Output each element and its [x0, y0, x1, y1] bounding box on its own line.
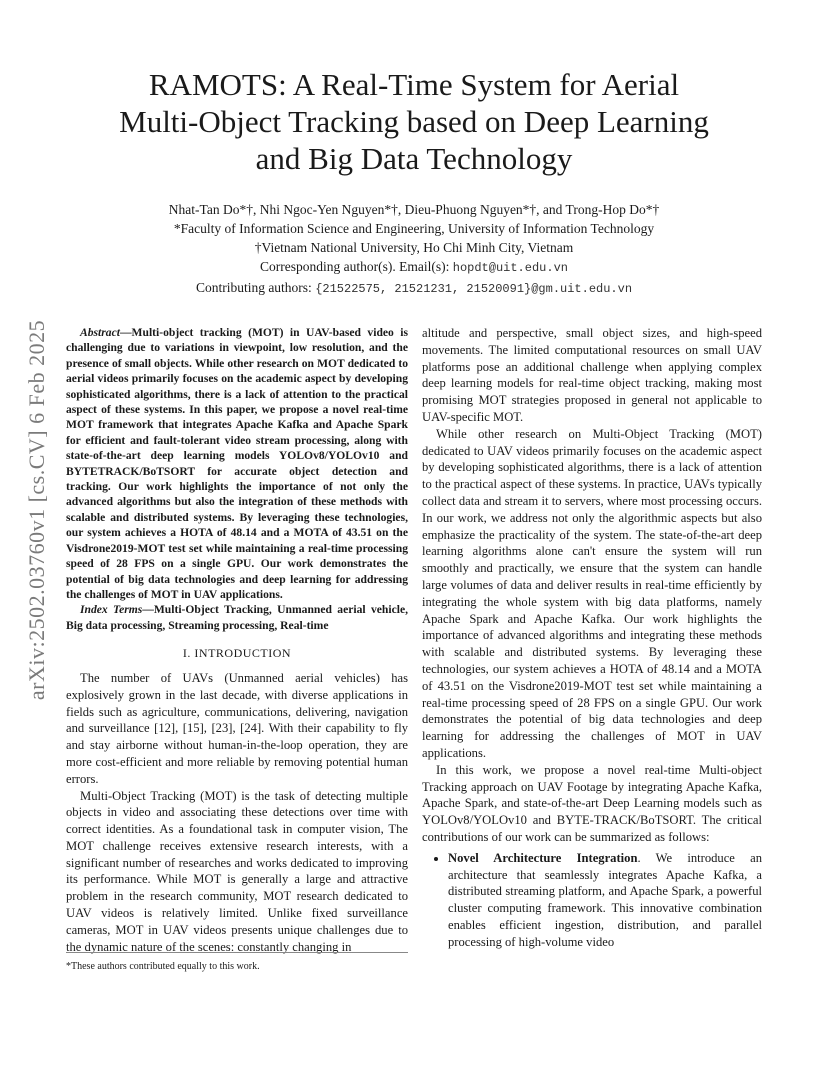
right-paragraph: While other research on Multi-Object Tracking (MOT) dedicated to UAV videos primarily focuses on the academic aspect by developing sophisticated algorithms, there is a lack of attention to the practical aspect of these systems. In practice, UAVs typically collect data and stream it to servers, where most processing occurs. In our work, we address not only the algorithmic aspects but also emphasize the practicality of the system. The state-of-the-art deep learning algorithms alone can't ensure the system will run smoothly and practically, we ensure that the system can handle large volumes of data and deliver results in real-time efficiently by integrating the whole system with big data platforms, namely Apache Spark and Apache Kafka. Our work highlights the importance of advanced algorithms and integrating these methods with scalable and distributed systems. By leveraging these technologies, our system achieves a HOTA of 48.14 and a MOTA of 43.51 on the Visdrone2019-MOT test set while maintaining a real-time processing speed of 28 FPS on a single GPU. Our work demonstrates the potential of big data technologies and deep learning for addressing the challenges of MOT in UAV applications. [422, 426, 762, 760]
corresponding-label: Corresponding author(s). Email(s): [260, 259, 453, 274]
contributing-label: Contributing authors: [195, 280, 316, 295]
list-item [448, 850, 762, 951]
arxiv-identifier: arXiv:2502.03760v1 [cs.CV] 6 Feb 2025 [24, 319, 49, 701]
title-line: Multi-Object Tracking based on Deep Learning [119, 104, 709, 139]
title-line: and Big Data Technology [255, 141, 573, 176]
bullet-lead: Novel Architecture Integration [448, 850, 638, 865]
arxiv-sidebar [20, 290, 54, 730]
footnote: *These authors contributed equally to this work. [66, 952, 408, 972]
contributions-list [422, 850, 762, 951]
abstract [66, 325, 408, 633]
author-names: Nhat-Tan Do*†, Nhi Ngoc-Yen Nguyen*†, Dieu-Phuong Nguyen*†, and Trong-Hop Do*† [168, 202, 660, 217]
contributing-authors [70, 278, 758, 299]
author-block [70, 200, 758, 299]
right-paragraph: In this work, we propose a novel real-time Multi-object Tracking approach on UAV Footage by integrating Apache Kafka, Apache Spark, and state-of-the-art Deep Learning models such as YOLOv8/YOLOv10 and BYTE-TRACK/BoTSORT. The critical contributions of our work can be summarized as follows: [422, 762, 762, 844]
bullet-text: . We introduce an architecture that seamlessly integrates Apache Kafka, a distributed streaming platform, and Apache Spark, a powerful cluster computing framework. This innovative combination enables efficient ingestion, distribution, and parallel processing of high-volume video [448, 850, 762, 949]
paper-title [70, 66, 758, 177]
index-terms-text: —Multi-Object Tracking, Unmanned aerial vehicle, Big data processing, Streaming processing, Real-time [66, 603, 408, 632]
abstract-text: —Multi-object tracking (MOT) in UAV-based video is challenging due to variations in viewpoint, low resolution, and the presence of small objects. While other research on MOT dedicated to aerial videos primarily focuses on the academic aspect by developing sophisticated algorithms, there is a lack of attention to the practical aspect of these systems. In this paper, we propose a novel real-time MOT framework that integrates Apache Kafka and Apache Spark for efficient and fault-tolerant video stream processing, along with state-of-the-art deep learning models YOLOv8/YOLOv10 and BYTETRACK/BoTSORT for accurate object detection and tracking. Our work highlights the importance of not only the advanced algorithms but also the integration of these methods with scalable and distributed systems. By leveraging these technologies, our system achieves a HOTA of 48.14 and a MOTA of 43.51 on the Visdrone2019-MOT test set while maintaining a real-time processing speed of 28 FPS on a single GPU. Our work demonstrates the potential of big data technologies and deep learning for addressing the challenges of MOT in UAV applications. [66, 326, 408, 601]
section-heading-introduction: I. INTRODUCTION [182, 646, 292, 661]
intro-paragraph: Multi-Object Tracking (MOT) is the task of detecting multiple objects in video and associating these detections over time with correct identities. As a foundational task in computer vision, The MOT challenge receives extensive research interests, with a significant number of researches and works dedicated to improving its performance. While MOT is generally a large and attractive problem in the research community, MOT research dedicated to UAV videos is relatively limited. Unlike fixed surveillance cameras, MOT in UAV videos presents unique challenges due to the dynamic nature of the scenes: constantly changing in [66, 788, 408, 954]
abstract-lead: Abstract [80, 326, 120, 339]
index-terms-lead: Index Terms [80, 603, 143, 617]
right-continuation-paragraph: altitude and perspective, small object sizes, and high-speed movements. The limited computational resources on small UAV platforms pose an additional challenge when applying complex deep learning models for real-time object tracking, making most promising MOT strategies proposed in general not applicable to UAV-specific MOT. [422, 326, 762, 424]
intro-paragraph: The number of UAVs (Unmanned aerial vehicles) has explosively grown in the last decade, with diverse applications in fields such as agriculture, communications, delivering, navigation and surveillance [12], [15], [23], [24]. With their capability to fly and stay airborne without human-in-the-loop operation, they are more cost-efficient and more reliable by removing potential human errors. [66, 670, 408, 786]
title-line: RAMOTS: A Real-Time System for Aerial [148, 67, 680, 102]
corresponding-author [70, 257, 758, 278]
right-column [422, 325, 762, 950]
corresponding-email: hopdt@uit.edu.vn [452, 261, 568, 275]
affiliation-2: †Vietnam National University, Ho Chi Minh City, Vietnam [254, 240, 574, 255]
contributing-emails: {21522575, 21521231, 21520091}@gm.uit.edu.vn [315, 282, 633, 296]
affiliation-1: *Faculty of Information Science and Engineering, University of Information Technology [173, 221, 655, 236]
left-column [66, 325, 408, 955]
